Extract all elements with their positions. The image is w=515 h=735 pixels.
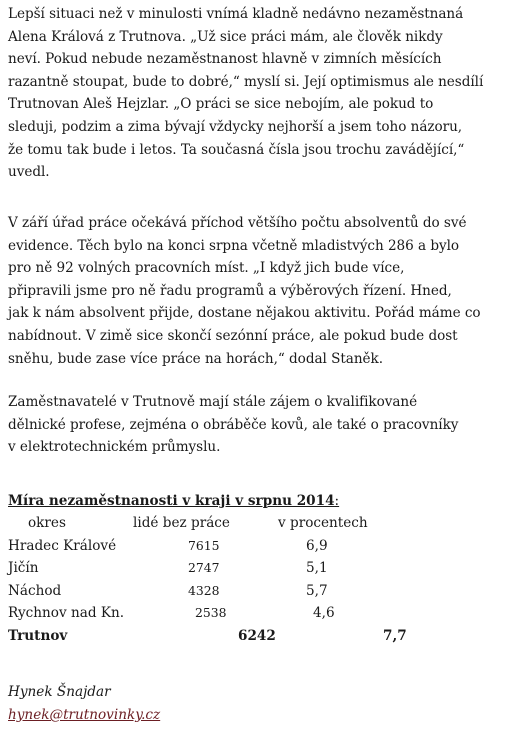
table-row	[8, 580, 513, 603]
paragraph-1	[8, 3, 483, 184]
people-count: 6242	[238, 627, 276, 644]
percent-value: 7,7	[383, 627, 407, 644]
paragraph-line: pro ně 92 volných pracovních míst. „I když jich bude více,	[8, 260, 405, 277]
paragraph-line: připravili jsme pro ně řadu programů a výběrových řízení. Hned,	[8, 282, 452, 299]
district-name: Náchod	[8, 582, 62, 599]
table-row	[8, 535, 513, 558]
district-name: Trutnov	[8, 627, 68, 644]
paragraph-line: sleduji, podzim a zima bývají vždycky nejhorší a jsem toho názoru,	[8, 118, 463, 135]
paragraph-line: jak k nám absolvent přijde, dostane nějakou aktivitu. Pořád máme co	[8, 305, 481, 322]
paragraph-line: Trutnovan Aleš Hejzlar. „O práci se sice nebojím, ale pokud to	[8, 96, 434, 113]
table-title-colon: :	[334, 493, 340, 509]
percent-value: 4,6	[313, 605, 335, 621]
people-count: 2747	[188, 560, 220, 575]
people-count: 4328	[188, 582, 220, 598]
paragraph-line: razantně stoupat, bude to dobré,“ myslí si. Její optimismus ale nesdílí	[8, 73, 484, 90]
table-title-text: Míra nezaměstnanosti v kraji v srpnu 2014	[8, 493, 335, 509]
percent-value: 5,1	[306, 560, 328, 576]
table-row	[8, 557, 513, 580]
paragraph-line: V září úřad práce očekává příchod většího počtu absolventů do své	[8, 215, 467, 231]
paragraph-line: v elektrotechnickém průmyslu.	[8, 439, 221, 456]
paragraph-3	[8, 391, 458, 459]
table-header-row	[8, 512, 513, 535]
district-name: Rychnov nad Kn.	[8, 605, 125, 621]
table-row	[8, 602, 513, 625]
paragraph-line: evidence. Těch bylo na konci srpna včetně mladistvých 286 a bylo	[8, 237, 460, 254]
paragraph-line: dělnické profese, zejména o obráběče kovů, ale také o pracovníky	[8, 416, 459, 433]
paragraph-line: neví. Pokud nebude nezaměstnanost hlavně v zimních měsících	[8, 51, 442, 68]
paragraph-line: uvedl.	[8, 164, 50, 181]
percent-value: 6,9	[306, 537, 328, 554]
paragraph-line: Zaměstnavatelé v Trutnově mají stále zájem o kvalifikované	[8, 394, 418, 410]
people-count: 2538	[195, 605, 227, 620]
header-percent: v procentech	[278, 515, 368, 531]
unemployment-table	[8, 490, 513, 647]
paragraph-2	[8, 212, 481, 370]
table-total-row	[8, 625, 513, 648]
table-title	[8, 490, 513, 512]
author-name: Hynek Šnajdar	[8, 684, 111, 700]
paragraph-line: Alena Králová z Trutnova. „Už sice práci mám, ale člověk nikdy	[8, 28, 443, 45]
header-okres: okres	[28, 515, 66, 531]
header-people: lidé bez práce	[133, 515, 230, 531]
paragraph-line: nabídnout. V zimě sice skončí sezónní práce, ale pokud bude dost	[8, 327, 458, 344]
percent-value: 5,7	[306, 582, 328, 599]
paragraph-line: Lepší situaci než v minulosti vnímá kladně nedávno nezaměstnaná	[8, 6, 464, 22]
district-name: Jičín	[8, 560, 39, 576]
paragraph-line: že tomu tak bude i letos. Ta současná čísla jsou trochu zavádějící,“	[8, 141, 465, 158]
people-count: 7615	[188, 537, 220, 553]
paragraph-line: sněhu, bude zase více práce na horách,“ dodal Staněk.	[8, 350, 383, 367]
district-name: Hradec Králové	[8, 537, 117, 554]
author-email-link[interactable]: hynek@trutnovinky.cz	[8, 707, 161, 723]
